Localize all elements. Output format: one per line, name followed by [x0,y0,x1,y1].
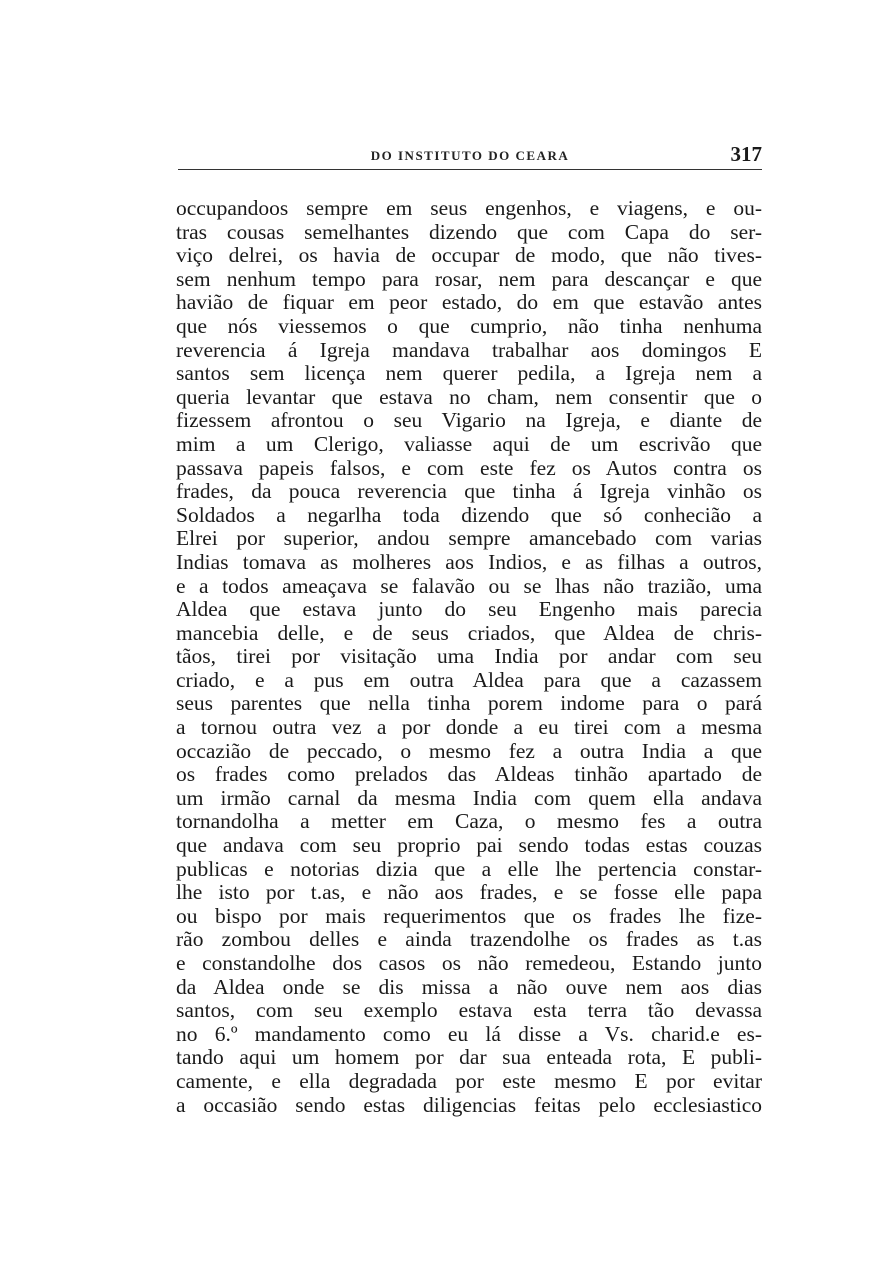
text-line: frades, da pouca reverencia que tinha á Igreja vinhão os [176,479,762,504]
text-line: viço delrei, os havia de occupar de modo, que não tives- [176,243,762,268]
text-line: occazião de peccado, o mesmo fez a outra India a que [176,738,762,763]
text-line: Indias tomava as molheres aos Indios, e as filhas a outros, [176,549,762,574]
running-head [178,142,762,172]
text-line: os frades como prelados das Aldeas tinhão apartado de [176,762,762,787]
text-line: que nós viessemos o que cumprio, não tinha nenhuma [176,313,762,338]
text-line: Elrei por superior, andou sempre amancebado com varias [176,526,762,551]
text-line: Soldados a negarlha toda dizendo que só conhecião a [176,502,762,527]
text-line: tornandolha a metter em Caza, o mesmo fes a outra [176,809,762,834]
text-line: santos, com seu exemplo estava esta terra tão devassa [176,998,762,1023]
text-line: camente, e ella degradada por este mesmo E por evitar [176,1068,762,1093]
text-line: mancebia delle, e de seus criados, que Aldea de chris- [176,620,762,645]
text-line: criado, e a pus em outra Aldea para que a cazassem [176,667,762,692]
text-line: no 6.º mandamento como eu lá disse a Vs. charid.e es- [176,1021,762,1046]
text-line: a tornou outra vez a por donde a eu tirei com a mesma [176,715,762,740]
text-line: a occasião sendo estas diligencias feitas pelo ecclesiastico [176,1092,762,1117]
text-line: tras cousas semelhantes dizendo que com Capa do ser- [176,219,762,244]
text-line: da Aldea onde se dis missa a não ouve nem aos dias [176,974,762,999]
text-line: passava papeis falsos, e com este fez os Autos contra os [176,455,762,480]
text-line: mim a um Clerigo, valiasse aqui de um escrivão que [176,431,762,456]
text-line: havião de fiquar em peor estado, do em que estavão antes [176,290,762,315]
text-line: ou bispo por mais requerimentos que os frades lhe fize- [176,903,762,928]
text-line: seus parentes que nella tinha porem indome para o pará [176,691,762,716]
header-rule [178,169,762,170]
text-line: Aldea que estava junto do seu Engenho mais parecia [176,597,762,622]
text-line: lhe isto por t.as, e não aos frades, e se fosse elle papa [176,880,762,905]
text-line: rão zombou delles e ainda trazendolhe os frades as t.as [176,927,762,952]
text-line: santos sem licença nem querer pedila, a Igreja nem a [176,361,762,386]
text-line: reverencia á Igreja mandava trabalhar aos domingos E [176,337,762,362]
text-line: tãos, tirei por visitação uma India por andar com seu [176,644,762,669]
text-line: occupandoos sempre em seus engenhos, e viagens, e ou- [176,196,762,220]
text-line: queria levantar que estava no cham, nem consentir que o [176,384,762,409]
text-line: publicas e notorias dizia que a elle lhe pertencia constar- [176,856,762,881]
text-line: e a todos ameaçava se falavão ou se lhas não trazião, uma [176,573,762,598]
text-line: um irmão carnal da mesma India com quem ella andava [176,785,762,810]
text-line: e constandolhe dos casos os não remedeou, Estando junto [176,951,762,975]
text-line: sem nenhum tempo para rosar, nem para descançar e que [176,266,762,291]
text-line: que andava com seu proprio pai sendo todas estas couzas [176,833,762,858]
body-text [176,197,762,1117]
text-line: tando aqui um homem por dar sua enteada rota, E publi- [176,1045,762,1070]
page-number: 317 [730,142,762,166]
text-line: fizessem afrontou o seu Vigario na Igreja, e diante de [176,408,762,433]
running-title: DO INSTITUTO DO CEARA [370,148,570,163]
